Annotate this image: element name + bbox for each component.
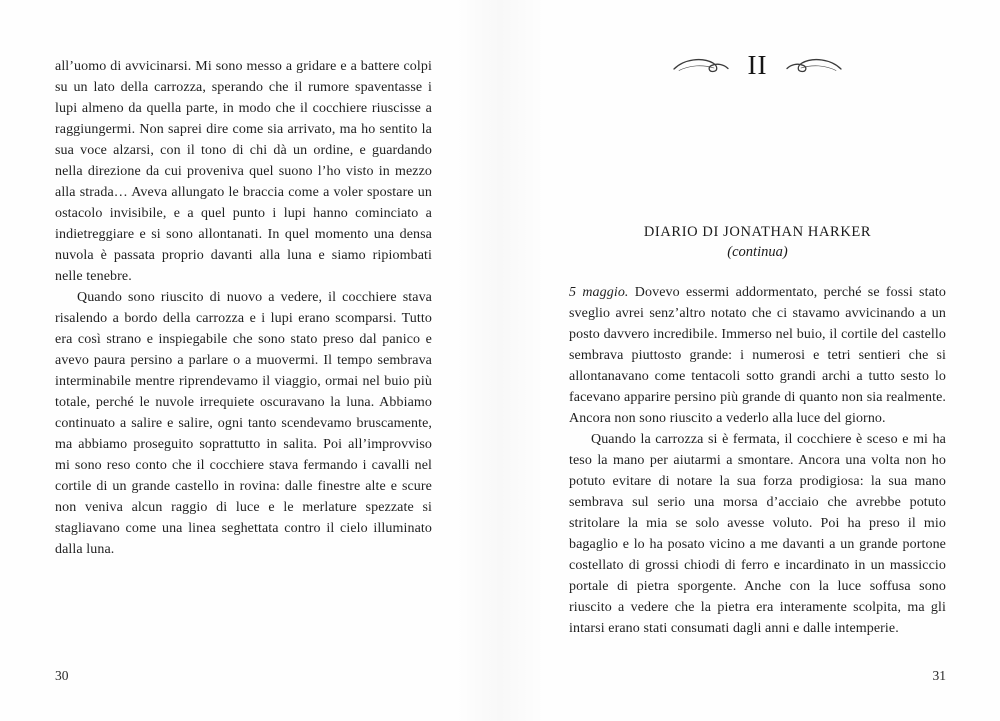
paragraph-text: Dovevo essermi addormentato, perché se fossi stato sveglio avrei senz’altro notato che ci stavamo avvicinando a un posto davvero incredibile. Immerso nel buio, il cortile del castello sembrava piuttosto grande: i numerosi e tetri sentieri che si allontanavano come tentacoli sotto grandi archi a tutto sesto lo facevano apparire persino più grande di quanto non sia realmente. Ancora non sono riuscito a vederlo alla luce del giorno.	[569, 285, 946, 426]
paragraph	[569, 282, 946, 429]
page-right-body	[569, 282, 946, 639]
page-right	[569, 0, 946, 721]
page-left-body	[55, 56, 432, 560]
chapter-number: II	[747, 50, 768, 80]
page-left	[55, 0, 432, 721]
flourish-left-icon	[672, 56, 730, 74]
page-number-left: 30	[55, 668, 69, 683]
page-number-right: 31	[932, 668, 946, 683]
flourish-right-icon	[785, 56, 843, 74]
paragraph: Quando sono riuscito di nuovo a vedere, il cocchiere stava risalendo a bordo della carrozza e i lupi erano scomparsi. Tutto era così strano e inspiegabile che sono stato preso dal panico e avevo paura persino a parlare o a muovermi. Il tempo sembrava interminabile mentre riprendevamo il viaggio, ormai nel buio più totale, perché le nuvole irrequiete oscuravano la luna. Abbiamo continuato a salire e salire, ogni tanto scendevamo bruscamente, ma abbiamo proseguito soprattutto in salita. Poi all’improvviso mi sono reso conto che il cocchiere stava fermando i cavalli nel cortile di un grande castello in rovina: dalle finestre alte e scure non veniva alcun raggio di luce e le merlature spezzate si stagliavano come una linea seghettata contro il cielo illuminato dalla luna.	[55, 290, 432, 557]
section-title: DIARIO DI JONATHAN HARKER	[643, 224, 872, 240]
chapter-heading	[569, 50, 946, 80]
section-subtitle: (continua)	[727, 244, 788, 260]
paragraph: all’uomo di avvicinarsi. Mi sono messo a gridare e a battere colpi su un lato della carrozza, sperando che il rumore spaventasse i lupi almeno da quella parte, in modo che il cocchiere riuscisse a raggiungermi. Non saprei dire come sia arrivato, ma ho sentito la sua voce alzarsi, con il tono di chi dà un ordine, e guardando nella direzione da cui proveniva quel suono l’ho visto in mezzo alla strada… Aveva allungato le braccia come a voler spostare un ostacolo invisibile, e a quel punto i lupi hanno cominciato a indietreggiare e si sono allontanati. In quel momento una densa nuvola è passata proprio davanti alla luna e siamo ripiombati nelle tenebre.	[55, 59, 432, 284]
diary-date-lead: 5 maggio.	[569, 285, 629, 300]
section-heading	[569, 222, 946, 263]
page-gutter	[455, 0, 545, 721]
paragraph: Quando la carrozza si è fermata, il cocchiere è sceso e mi ha teso la mano per aiutarmi a smontare. Ancora una volta non ho potuto evitare di notare la sua forza prodigiosa: la sua mano sembrava sul serio una morsa d’acciaio che avrebbe potuto stritolare la mia se solo avesse voluto. Poi ha preso il mio bagaglio e lo ha posato vicino a me davanti a un grande portone costellato di grossi chiodi di ferro e incardinato in un massiccio portale di pietra sporgente. Anche con la luce soffusa sono riuscito a vedere che la pietra era interamente scolpita, ma gli intarsi erano stati consumati dagli anni e dalle intemperie.	[569, 432, 946, 636]
